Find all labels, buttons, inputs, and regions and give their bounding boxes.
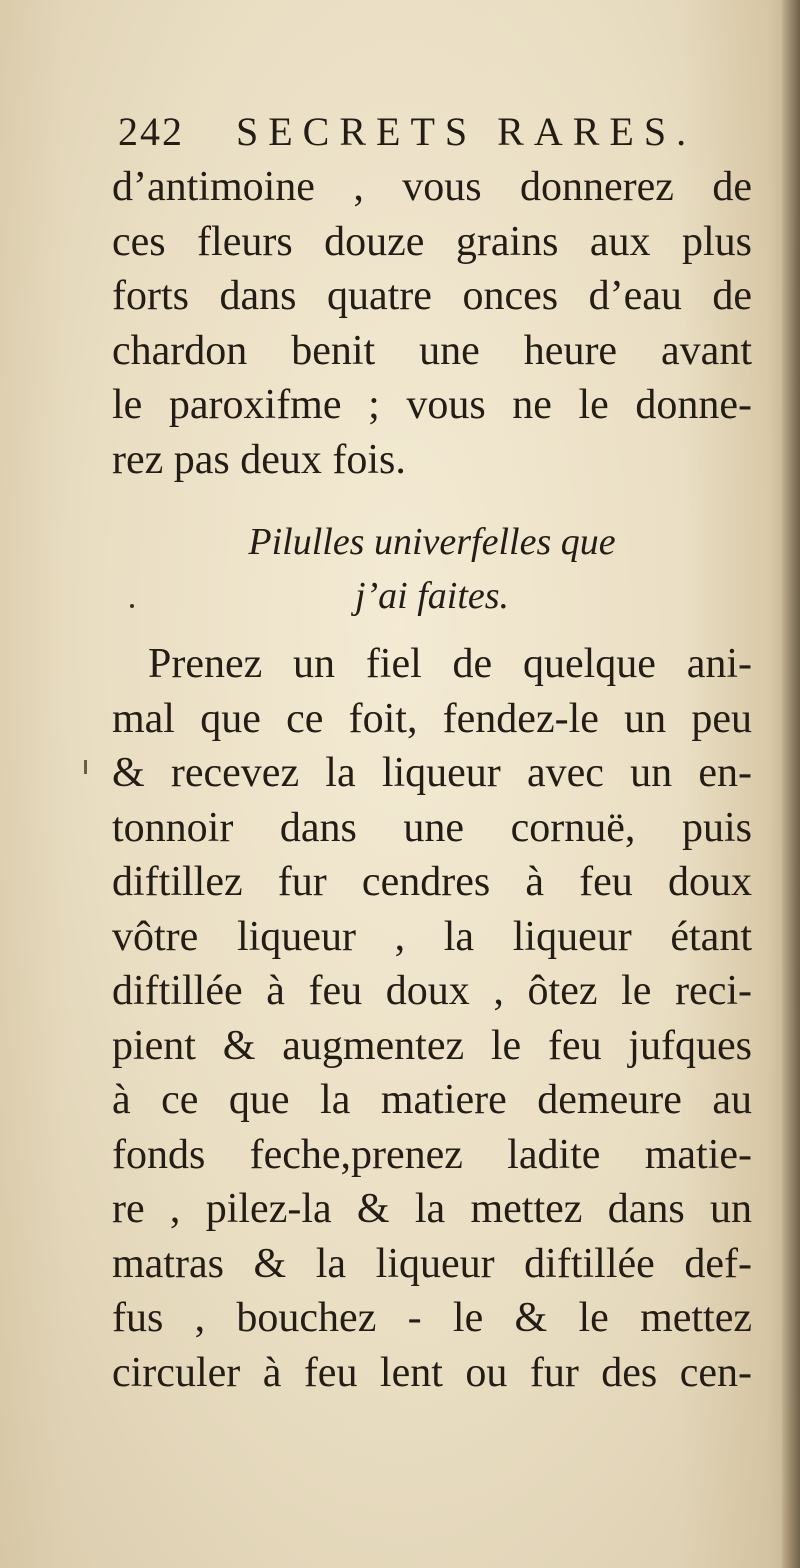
text-line: & recevez la liqueur avec un en- [112,750,752,796]
text-line: fonds feche,prenez ladite matie- [112,1131,752,1178]
section-title-line: Pilulles univerfelles que [248,521,616,563]
text-line: ces fleurs douze grains aux plus [112,218,752,265]
text-line: le paroxifme ; vous ne le donne- [112,382,752,428]
text-line: circuler à feu lent ou fur des cen- [112,1349,752,1396]
text-line: vôtre liqueur , la liqueur étant [112,913,752,960]
page-number: 242 [118,109,184,154]
text-line: re , pilez-la & la mettez dans un [112,1186,752,1232]
text-line: matras & la liqueur diftillée def- [112,1240,752,1287]
ink-speck [130,604,134,608]
page-edge-shadow [782,0,800,1568]
page-header [118,108,697,158]
text-line: diftillez fur cendres à feu doux [112,859,752,905]
text-line: pient & augmentez le feu jufques [112,1022,752,1069]
section-title-line: j’ai faites. [354,575,510,617]
paragraph-main [112,637,752,1400]
text-line: forts dans quatre onces d’eau de [112,273,752,319]
text-line: Prenez un fiel de quelque ani- [148,641,752,687]
text-line: à ce que la matiere demeure au [112,1077,752,1123]
text-line: tonnoir dans une cornuë, puis [112,804,752,851]
margin-mark [84,760,87,774]
text-line: rez pas deux fois. [112,436,406,483]
section-title [112,515,752,623]
text-line: diftillée à feu doux , ôtez le reci- [112,968,752,1014]
text-line: d’antimoine , vous donnerez de [112,164,752,210]
text-line: mal que ce foit, fendez-le un peu [112,695,752,742]
text-line: chardon benit une heure avant [112,327,752,374]
running-title: SECRETS RARES. [236,109,697,154]
paragraph-top [112,160,752,487]
text-line: fus , bouchez - le & le mettez [112,1295,752,1341]
